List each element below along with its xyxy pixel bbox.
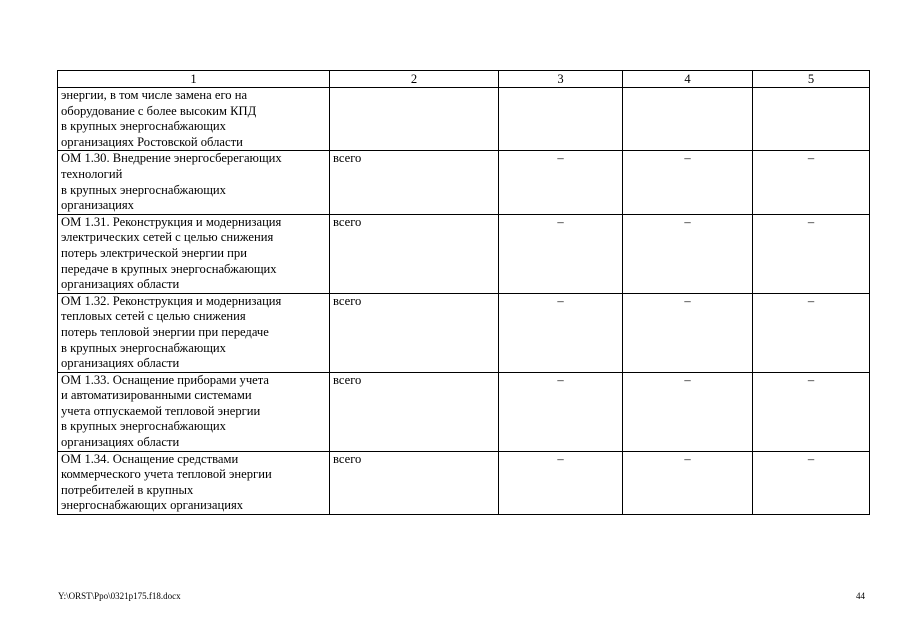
funding-type-cell: всего [330, 293, 499, 372]
measure-description-line: организациях области [61, 277, 180, 292]
data-table [57, 70, 870, 515]
table-row [58, 293, 870, 372]
measure-description-line: организациях области [61, 435, 180, 450]
funding-type-cell [330, 88, 499, 151]
table-header-row [58, 71, 870, 88]
measure-description-line: и автоматизированными системами [61, 388, 252, 403]
measure-description-line: ОМ 1.31. Реконструкция и модернизация [61, 214, 282, 229]
value-cell: – [499, 214, 623, 293]
value-cell: – [753, 451, 870, 514]
measure-description-line: организациях Ростовской области [61, 134, 243, 149]
value-cell: – [753, 293, 870, 372]
value-cell: – [623, 372, 753, 451]
column-header: 4 [623, 71, 753, 88]
value-cell: – [499, 293, 623, 372]
measure-description-line: потребителей в крупных [61, 482, 194, 497]
measure-description-cell [58, 293, 330, 372]
measure-description-line: в крупных энергоснабжающих [61, 182, 226, 197]
measure-description-cell [58, 451, 330, 514]
measure-description-cell [58, 151, 330, 214]
value-cell: – [499, 372, 623, 451]
footer-file-path: Y:\ORST\Ppo\0321p175.f18.docx [58, 591, 181, 601]
table-row [58, 214, 870, 293]
funding-type-cell: всего [330, 214, 499, 293]
value-cell: – [753, 151, 870, 214]
value-cell: – [499, 151, 623, 214]
measure-description-line: тепловых сетей с целью снижения [61, 309, 246, 324]
measure-description-cell [58, 372, 330, 451]
measure-description-line: электрических сетей с целью снижения [61, 230, 274, 245]
value-cell [499, 88, 623, 151]
value-cell: – [753, 372, 870, 451]
funding-type-cell: всего [330, 451, 499, 514]
measure-description-line: в крупных энергоснабжающих [61, 419, 226, 434]
column-header: 2 [330, 71, 499, 88]
page-number: 44 [856, 591, 865, 601]
measure-description-line: технологий [61, 166, 123, 181]
measure-description-line: организациях области [61, 356, 180, 371]
measure-description-line: ОМ 1.32. Реконструкция и модернизация [61, 293, 282, 308]
measure-description-line: организациях [61, 198, 134, 213]
funding-type-cell: всего [330, 372, 499, 451]
value-cell: – [753, 214, 870, 293]
measure-description-line: энергии, в том числе замена его на [61, 88, 248, 102]
measure-description-line: потерь электрической энергии при [61, 245, 247, 260]
value-cell [753, 88, 870, 151]
measure-description-line: в крупных энергоснабжающих [61, 340, 226, 355]
measure-description-line: ОМ 1.30. Внедрение энергосберегающих [61, 151, 282, 166]
funding-type-cell: всего [330, 151, 499, 214]
measure-description-cell [58, 214, 330, 293]
measure-description-line: ОМ 1.34. Оснащение средствами [61, 451, 239, 466]
table-row [58, 372, 870, 451]
measure-description-cell [58, 88, 330, 151]
measure-description-line: оборудование с более высоким КПД [61, 103, 257, 118]
measure-description-line: коммерческого учета тепловой энергии [61, 467, 272, 482]
measure-description-line: в крупных энергоснабжающих [61, 119, 226, 134]
column-header: 1 [58, 71, 330, 88]
table-row [58, 88, 870, 151]
measure-description-line: передаче в крупных энергоснабжающих [61, 261, 277, 276]
value-cell: – [499, 451, 623, 514]
value-cell: – [623, 214, 753, 293]
value-cell: – [623, 151, 753, 214]
table-row [58, 451, 870, 514]
measure-description-line: учета отпускаемой тепловой энергии [61, 403, 261, 418]
table-body [58, 88, 870, 515]
measure-description-line: ОМ 1.33. Оснащение приборами учета [61, 372, 269, 387]
column-header: 3 [499, 71, 623, 88]
measure-description-line: потерь тепловой энергии при передаче [61, 324, 269, 339]
value-cell [623, 88, 753, 151]
column-header: 5 [753, 71, 870, 88]
value-cell: – [623, 451, 753, 514]
value-cell: – [623, 293, 753, 372]
measure-description-line: энергоснабжающих организациях [61, 498, 244, 513]
table-row [58, 151, 870, 214]
